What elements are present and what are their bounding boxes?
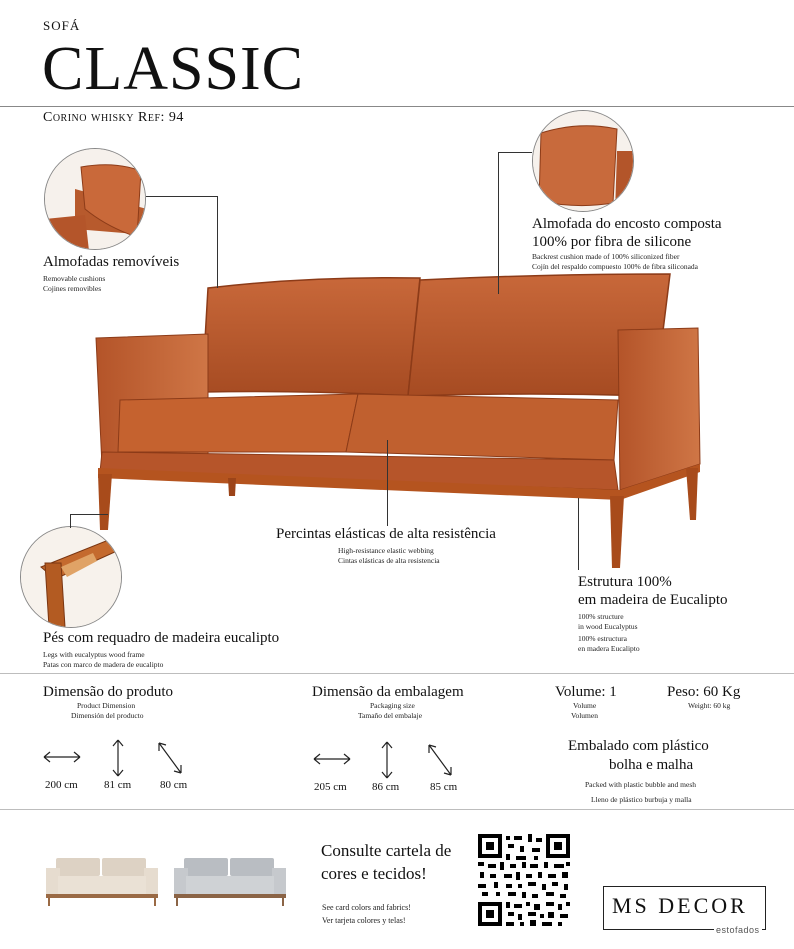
leader-structure bbox=[578, 498, 579, 570]
legs-en: Legs with eucalyptus wood frame bbox=[43, 650, 145, 659]
legs-title: Pés com requadro de madeira eucalipto bbox=[43, 630, 280, 646]
product-dimension-en: Product Dimension bbox=[77, 701, 136, 710]
structure-es-line2: en madera Eucalipto bbox=[578, 644, 640, 653]
volume-es: Volumen bbox=[571, 711, 598, 720]
backrest-cushion-photo bbox=[532, 110, 634, 212]
volume-title: Volume: 1 bbox=[555, 684, 617, 700]
removable-cushions-en: Removable cushions bbox=[43, 274, 106, 283]
height-arrow-icon bbox=[111, 738, 125, 778]
weight-title: Peso: 60 Kg bbox=[667, 684, 741, 700]
leader-cushions-h bbox=[146, 196, 218, 197]
leader-webbing bbox=[387, 440, 388, 526]
pack-depth-arrow-icon bbox=[426, 742, 454, 778]
backrest-en: Backrest cushion made of 100% siliconized fiber bbox=[532, 252, 680, 261]
leg-frame-photo bbox=[20, 526, 122, 628]
brand-subtitle: estofados bbox=[716, 925, 760, 935]
removable-cushions-es: Cojines removibles bbox=[43, 284, 102, 293]
backrest-es: Cojín del respaldo compuesto 100% de fibra siliconada bbox=[532, 262, 698, 271]
specs-top-divider bbox=[0, 673, 794, 674]
weight-en: Weight: 60 kg bbox=[688, 701, 731, 710]
structure-en-line2: in wood Eucalyptus bbox=[578, 622, 638, 631]
structure-es-line1: 100% estructura bbox=[578, 634, 627, 643]
pack-height-arrow-icon bbox=[380, 740, 394, 780]
structure-en-line1: 100% structure bbox=[578, 612, 624, 621]
structure-title-line2: em madeira de Eucalipto bbox=[578, 592, 728, 608]
seat-cushion-left bbox=[118, 394, 358, 452]
product-dimension-title: Dimensão do produto bbox=[43, 684, 173, 700]
leg-front-right bbox=[610, 496, 624, 568]
depth-arrow-icon bbox=[156, 740, 184, 776]
leg-front-left bbox=[98, 474, 112, 530]
sofa-thumbnail-beige bbox=[40, 852, 164, 908]
product-title: CLASSIC bbox=[42, 35, 304, 103]
packed-es: Lleno de plástico burbuja y malla bbox=[591, 795, 692, 804]
removable-cushion-photo bbox=[44, 148, 146, 250]
leader-backrest-h bbox=[498, 152, 532, 153]
leader-backrest-v bbox=[498, 152, 499, 294]
leg-back-left bbox=[228, 478, 236, 496]
product-dimension-es: Dimensión del producto bbox=[71, 711, 144, 720]
packaging-depth: 85 cm bbox=[430, 781, 458, 793]
leader-cushions-v bbox=[217, 196, 218, 288]
backrest-title-line1: Almofada do encosto composta bbox=[532, 216, 722, 232]
specs-bottom-divider bbox=[0, 809, 794, 810]
product-depth: 80 cm bbox=[160, 779, 188, 791]
packed-title-line2: bolha e malha bbox=[609, 757, 694, 773]
right-arm bbox=[618, 328, 700, 490]
backrest-title-line2: 100% por fibra de silicone bbox=[532, 234, 692, 250]
category-label: SOFÁ bbox=[43, 18, 81, 33]
sofa-thumbnail-grey bbox=[168, 852, 292, 908]
packaging-height: 86 cm bbox=[372, 781, 400, 793]
product-height: 81 cm bbox=[104, 779, 132, 791]
qr-code[interactable] bbox=[476, 832, 572, 928]
removable-cushions-title: Almofadas removíveis bbox=[43, 254, 180, 270]
webbing-es: Cintas elásticas de alta resistencia bbox=[338, 556, 440, 565]
legs-es: Patas con marco de madera de eucalipto bbox=[43, 660, 164, 669]
brand-name: MS DECOR bbox=[612, 893, 748, 918]
cta-es: Ver tarjeta colores y telas! bbox=[322, 916, 406, 925]
back-cushion-left bbox=[202, 278, 420, 396]
width-arrow-icon bbox=[42, 750, 82, 764]
pack-width-arrow-icon bbox=[312, 752, 352, 766]
leg-back-right bbox=[686, 468, 698, 520]
webbing-en: High-resistance elastic webbing bbox=[338, 546, 434, 555]
packaging-width: 205 cm bbox=[314, 781, 347, 793]
cta-line1: Consulte cartela de bbox=[321, 841, 452, 860]
packed-en: Packed with plastic bubble and mesh bbox=[585, 780, 697, 789]
product-width: 200 cm bbox=[45, 779, 78, 791]
packaging-dimension-title: Dimensão da embalagem bbox=[312, 684, 464, 700]
cta-en: See card colors and fabrics! bbox=[322, 903, 411, 912]
packed-title-line1: Embalado com plástico bbox=[568, 738, 709, 754]
packaging-dimension-en: Packaging size bbox=[370, 701, 415, 710]
packaging-dimension-es: Tamaño del embalaje bbox=[358, 711, 423, 720]
header-divider bbox=[0, 106, 794, 107]
webbing-title: Percintas elásticas de alta resistência bbox=[276, 526, 496, 542]
cta-line2: cores e tecidos! bbox=[321, 864, 427, 883]
leader-legs-v bbox=[70, 514, 71, 528]
structure-title-line1: Estrutura 100% bbox=[578, 574, 672, 590]
leader-legs-h bbox=[70, 514, 108, 515]
fabric-subtitle: Corino whisky Ref: 94 bbox=[43, 110, 184, 125]
volume-en: Volume bbox=[573, 701, 597, 710]
